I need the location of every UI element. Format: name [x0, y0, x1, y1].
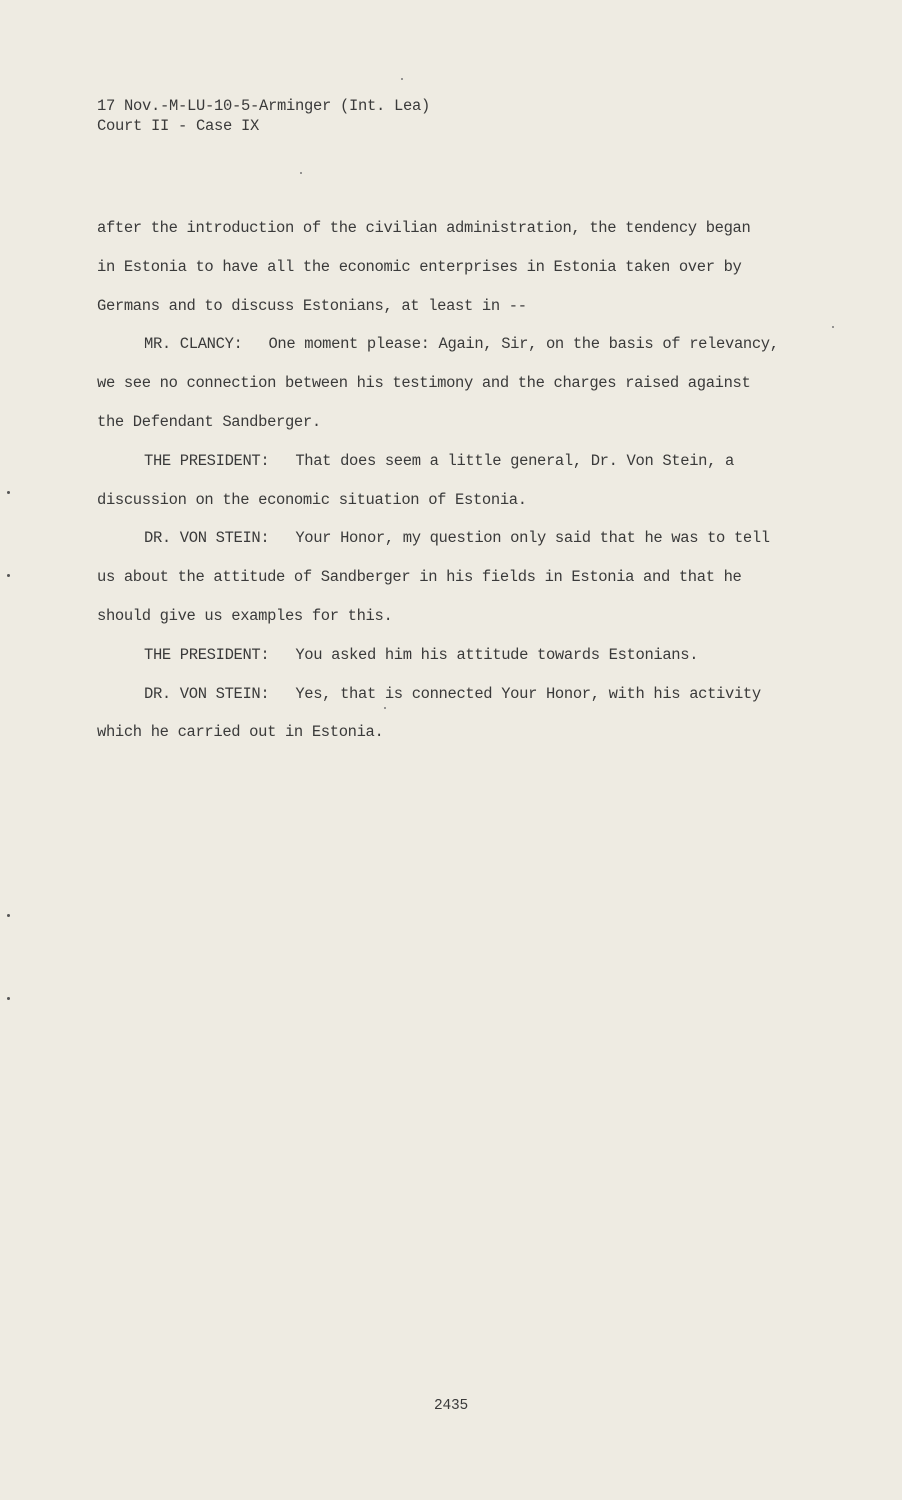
paper-speck [384, 707, 386, 709]
body-line: Germans and to discuss Estonians, at least in -- [97, 296, 527, 315]
body-line: discussion on the economic situation of Estonia. [97, 490, 527, 509]
header-reference-line: 17 Nov.-M-LU-10-5-Arminger (Int. Lea) [97, 97, 431, 115]
speaker-name: DR. VON STEIN: [144, 684, 270, 703]
body-line: the Defendant Sandberger. [97, 412, 321, 431]
speaker-line [97, 442, 857, 481]
speaker-line [97, 325, 857, 364]
paper-speck [300, 172, 302, 174]
margin-mark [7, 574, 10, 577]
speech-text: You asked him his attitude towards Estonians. [295, 645, 699, 664]
margin-mark [7, 997, 10, 1000]
paper-speck [401, 78, 403, 80]
document-header [97, 96, 430, 136]
speaker-name: THE PRESIDENT: [144, 451, 270, 470]
body-line: in Estonia to have all the economic enterprises in Estonia taken over by [97, 257, 742, 276]
body-line: should give us examples for this. [97, 606, 393, 625]
paper-speck [832, 326, 834, 328]
speech-text: That does seem a little general, Dr. Von Stein, a [295, 451, 734, 470]
speech-text: Yes, that is connected Your Honor, with his activity [295, 684, 761, 703]
speaker-line [97, 636, 857, 675]
speaker-name: DR. VON STEIN: [144, 529, 270, 548]
speaker-line [97, 675, 857, 714]
body-line: we see no connection between his testimony and the charges raised against [97, 374, 751, 393]
page-number: 2435 [433, 1398, 468, 1414]
speaker-line [97, 519, 857, 558]
speech-text: One moment please: Again, Sir, on the basis of relevancy, [268, 335, 779, 354]
body-line: after the introduction of the civilian administration, the tendency began [97, 219, 751, 237]
transcript-body [97, 209, 857, 752]
speaker-name: MR. CLANCY: [144, 335, 243, 354]
speech-text: Your Honor, my question only said that he was to tell [295, 529, 770, 548]
margin-mark [7, 914, 10, 917]
speaker-name: THE PRESIDENT: [144, 645, 270, 664]
margin-mark [7, 491, 10, 494]
header-court-line: Court II - Case IX [97, 117, 260, 135]
body-line: which he carried out in Estonia. [97, 723, 384, 742]
body-line: us about the attitude of Sandberger in his fields in Estonia and that he [97, 568, 742, 587]
